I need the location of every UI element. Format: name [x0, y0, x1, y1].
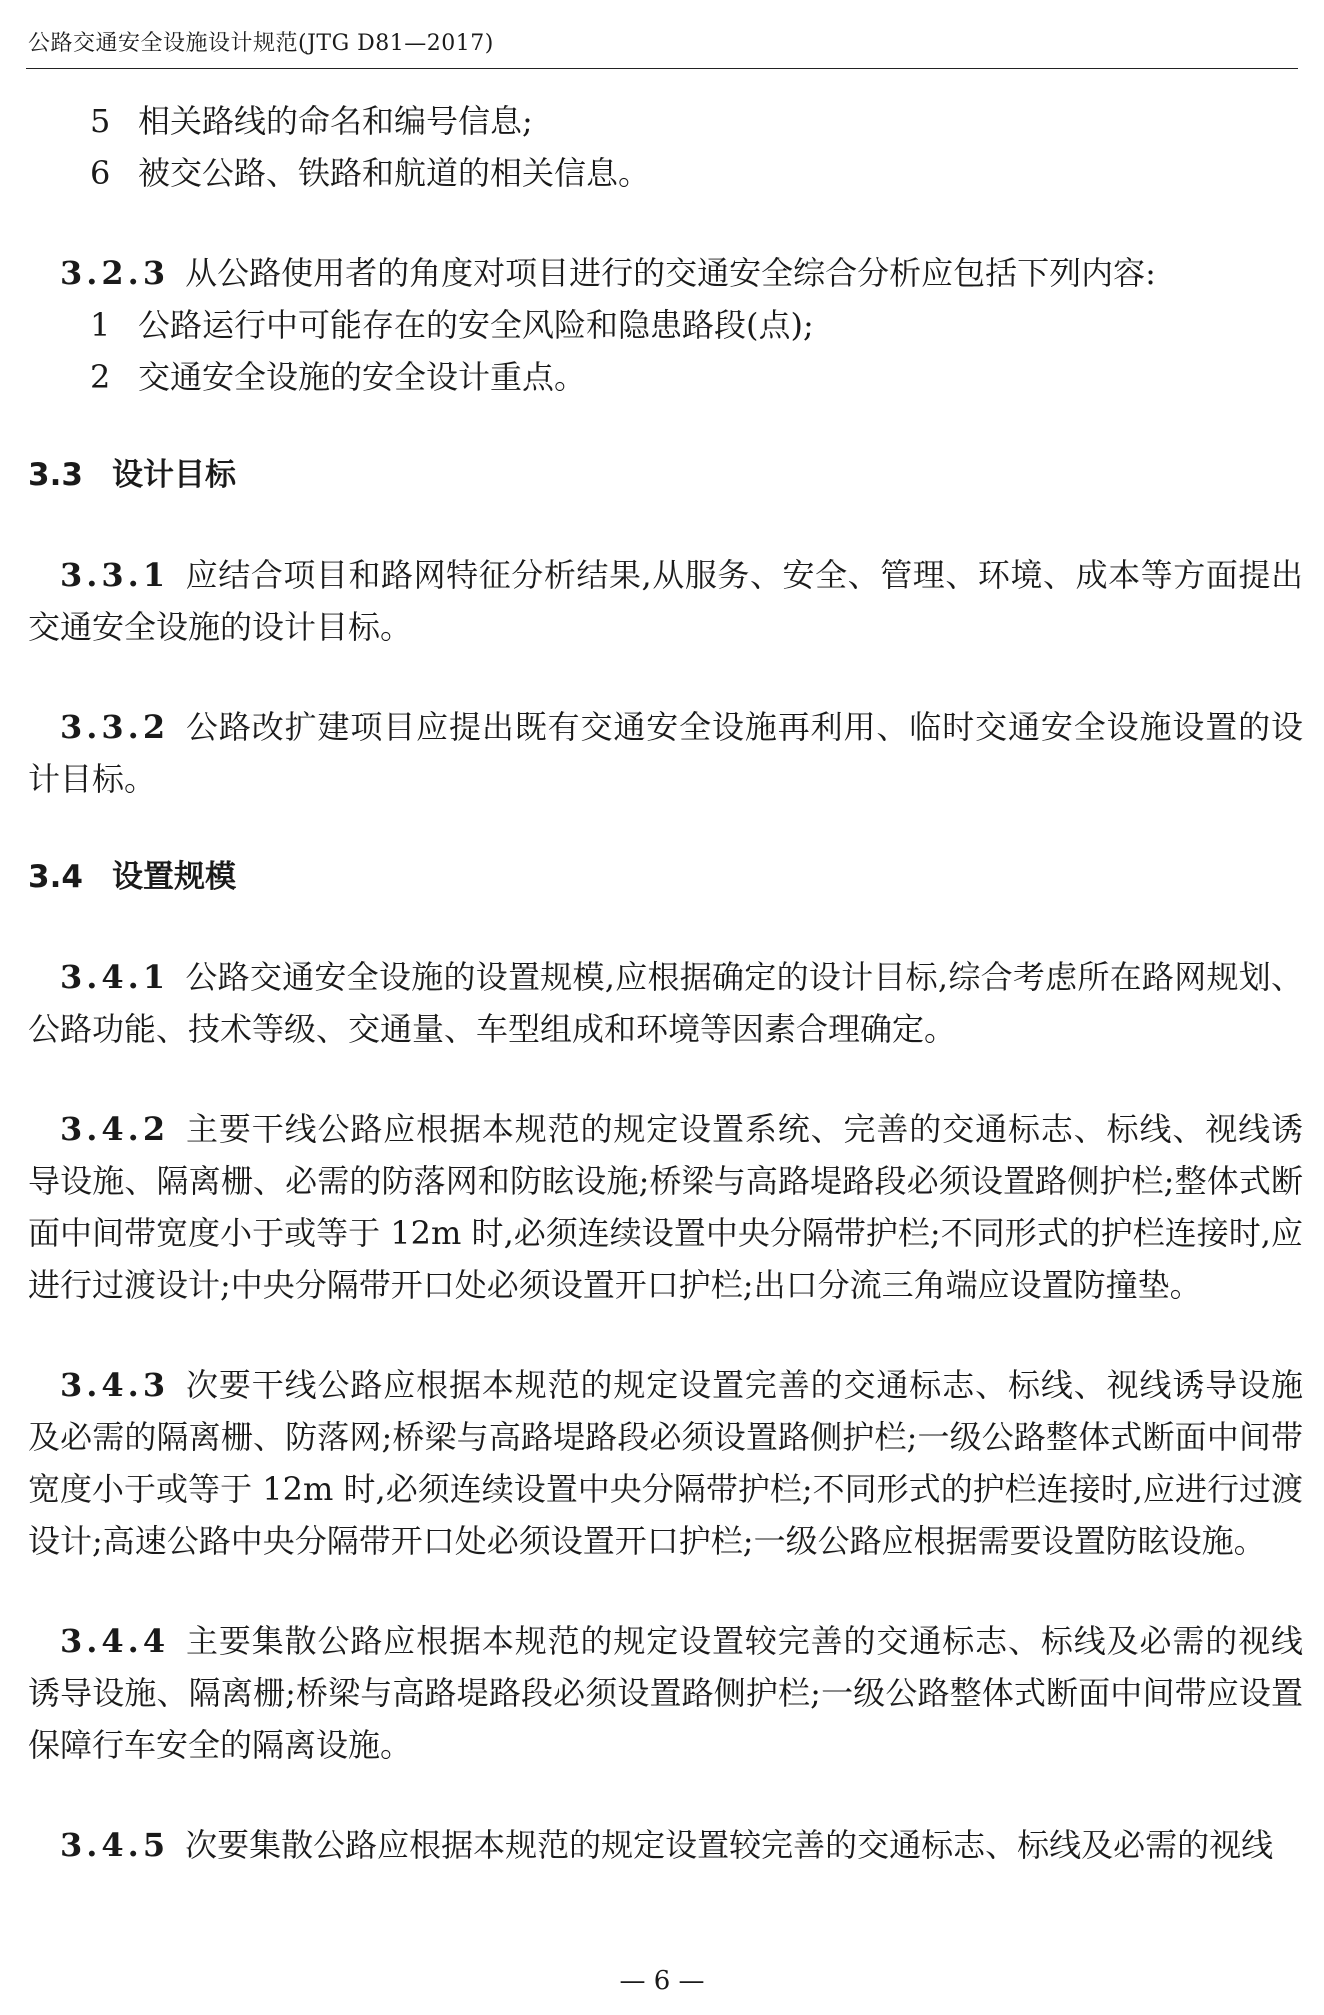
clause-3-4-4 [28, 1615, 1303, 1771]
clause-number: 3.2.3 [60, 254, 170, 292]
clause-number: 3.3.2 [60, 708, 170, 746]
list-item [28, 351, 1303, 403]
running-header: 公路交通安全设施设计规范(JTG D81—2017) [28, 31, 494, 56]
clause-text: 主要集散公路应根据本规范的规定设置较完善的交通标志、标线及必需的视线诱导设施、隔离栅;桥梁与高路堤路段必须设置路侧护栏;一级公路整体式断面中间带应设置保障行车安全的隔离设施。 [28, 1622, 1303, 1764]
clause-3-4-5 [28, 1819, 1303, 1871]
clause-text: 从公路使用者的角度对项目进行的交通安全综合分析应包括下列内容: [185, 254, 1156, 292]
header-rule [26, 68, 1298, 69]
section-heading-3-3 [28, 449, 1303, 501]
list-item [28, 147, 1303, 199]
clause-3-2-3 [28, 247, 1303, 299]
section-number: 3.4 [28, 859, 83, 895]
page-body [28, 95, 1303, 1871]
list-item-number: 5 [90, 102, 111, 140]
clause-text: 次要集散公路应根据本规范的规定设置较完善的交通标志、标线及必需的视线 [185, 1826, 1274, 1864]
list-item-text: 交通安全设施的安全设计重点。 [138, 358, 587, 396]
list-item-number: 1 [90, 306, 111, 344]
clause-3-4-2 [28, 1103, 1303, 1311]
clause-3-4-1 [28, 951, 1303, 1055]
clause-number: 3.4.5 [60, 1826, 170, 1864]
clause-number: 3.3.1 [60, 556, 170, 594]
list-item [28, 299, 1303, 351]
clause-text: 应结合项目和路网特征分析结果,从服务、安全、管理、环境、成本等方面提出交通安全设施的设计目标。 [28, 556, 1303, 646]
clause-number: 3.4.3 [60, 1366, 170, 1404]
clause-3-3-1 [28, 549, 1303, 653]
clause-text: 次要干线公路应根据本规范的规定设置完善的交通标志、标线、视线诱导设施及必需的隔离栅、防落网;桥梁与高路堤路段必须设置路侧护栏;一级公路整体式断面中间带宽度小于或等于 12m 时,必须连续设置中央分隔带护栏;不同形式的护栏连接时,应进行过渡设计;高速公路中央分隔带开口处必须设置开口护栏;一级公路应根据需要设置防眩设施。 [28, 1366, 1303, 1560]
clause-number: 3.4.4 [60, 1622, 170, 1660]
clause-number: 3.4.1 [60, 958, 170, 996]
section-heading-3-4 [28, 851, 1303, 903]
list-item-text: 被交公路、铁路和航道的相关信息。 [138, 154, 651, 192]
clause-3-4-3 [28, 1359, 1303, 1567]
section-title: 设计目标 [112, 457, 236, 493]
list-item-text: 相关路线的命名和编号信息; [138, 102, 533, 140]
list-item-text: 公路运行中可能存在的安全风险和隐患路段(点); [138, 306, 814, 344]
section-number: 3.3 [28, 457, 83, 493]
clause-text: 主要干线公路应根据本规范的规定设置系统、完善的交通标志、标线、视线诱导设施、隔离栅、必需的防落网和防眩设施;桥梁与高路堤路段必须设置路侧护栏;整体式断面中间带宽度小于或等于 12m 时,必须连续设置中央分隔带护栏;不同形式的护栏连接时,应进行过渡设计;中央分隔带开口处必须设置开口护栏;出口分流三角端应设置防撞垫。 [28, 1110, 1303, 1304]
page-number: — 6 — [619, 1966, 705, 1996]
clause-3-3-2 [28, 701, 1303, 805]
clause-number: 3.4.2 [60, 1110, 170, 1148]
clause-text: 公路改扩建项目应提出既有交通安全设施再利用、临时交通安全设施设置的设计目标。 [28, 708, 1303, 798]
list-item [28, 95, 1303, 147]
section-title: 设置规模 [112, 859, 236, 895]
clause-text: 公路交通安全设施的设置规模,应根据确定的设计目标,综合考虑所在路网规划、公路功能、技术等级、交通量、车型组成和环境等因素合理确定。 [28, 958, 1303, 1048]
list-item-number: 6 [90, 154, 111, 192]
list-item-number: 2 [90, 358, 111, 396]
